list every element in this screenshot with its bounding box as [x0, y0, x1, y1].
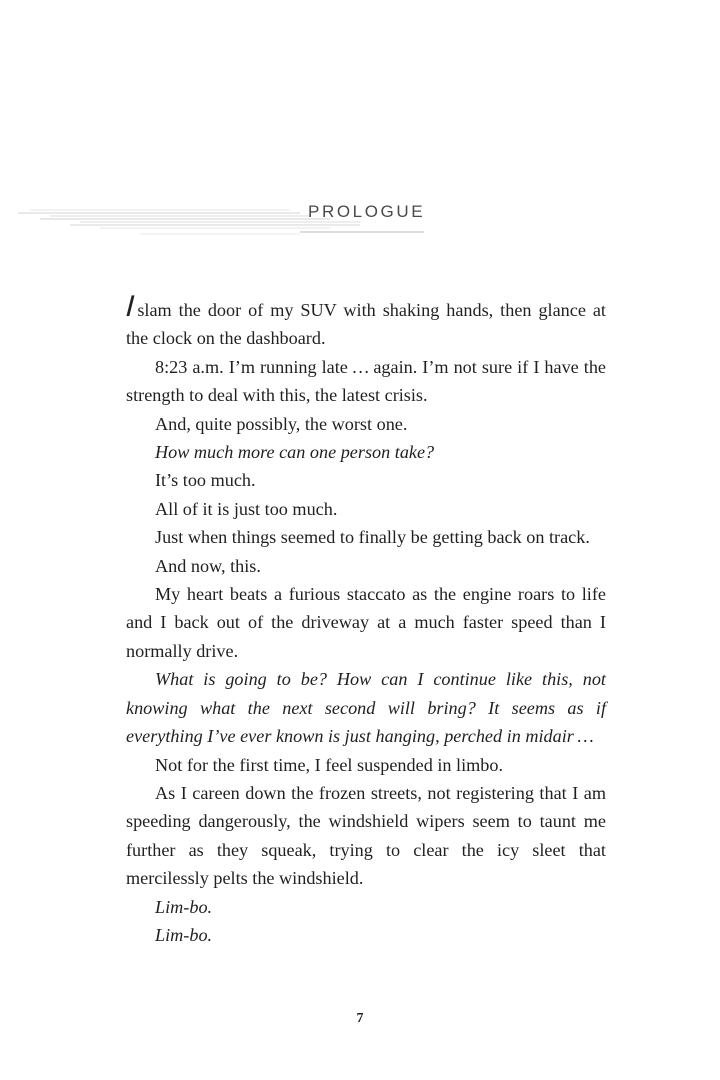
paragraph: And now, this. [155, 555, 261, 576]
page-number: 7 [356, 1011, 364, 1026]
paragraph: All of it is just too much. [155, 498, 338, 519]
chapter-title: PROLOGUE [308, 202, 426, 221]
paragraph-italic: Lim-bo. [155, 896, 213, 917]
paragraph: Not for the first time, I feel suspended in limbo. [155, 754, 504, 775]
paragraph: 8:23 a.m. I’m running late … again. I’m not sure if I have the strength to deal with this, the latest crisis. [126, 356, 606, 406]
paragraph: It’s too much. [155, 470, 256, 491]
chapter-heading [0, 196, 720, 246]
paragraph: And, quite possibly, the worst one. [155, 413, 408, 434]
drop-cap: I [122, 290, 139, 323]
paragraph-italic: Lim-bo. [155, 924, 213, 945]
paragraph: As I careen down the frozen streets, not registering that I am speeding dangerously, the windshield wipers seem to taunt me further as they squeak, trying to clear the icy sleet that mercilessly pelts the windshield. [126, 782, 606, 889]
paragraph: My heart beats a furious staccato as the engine roars to life and I back out of the driveway at a much faster speed than I normally drive. [126, 584, 606, 661]
paragraph: Islam the door of my SUV with shaking hands, then glance at the clock on the dashboard. [122, 290, 606, 349]
body-text [122, 290, 606, 949]
paragraph-italic: What is going to be? How can I continue like this, not knowing what the next second will bring? It seems as if everything I’ve ever known is just hanging, perched in midair … [126, 669, 606, 747]
paragraph: Just when things seemed to finally be getting back on track. [155, 527, 590, 548]
paragraph-italic: How much more can one person take? [155, 442, 435, 463]
